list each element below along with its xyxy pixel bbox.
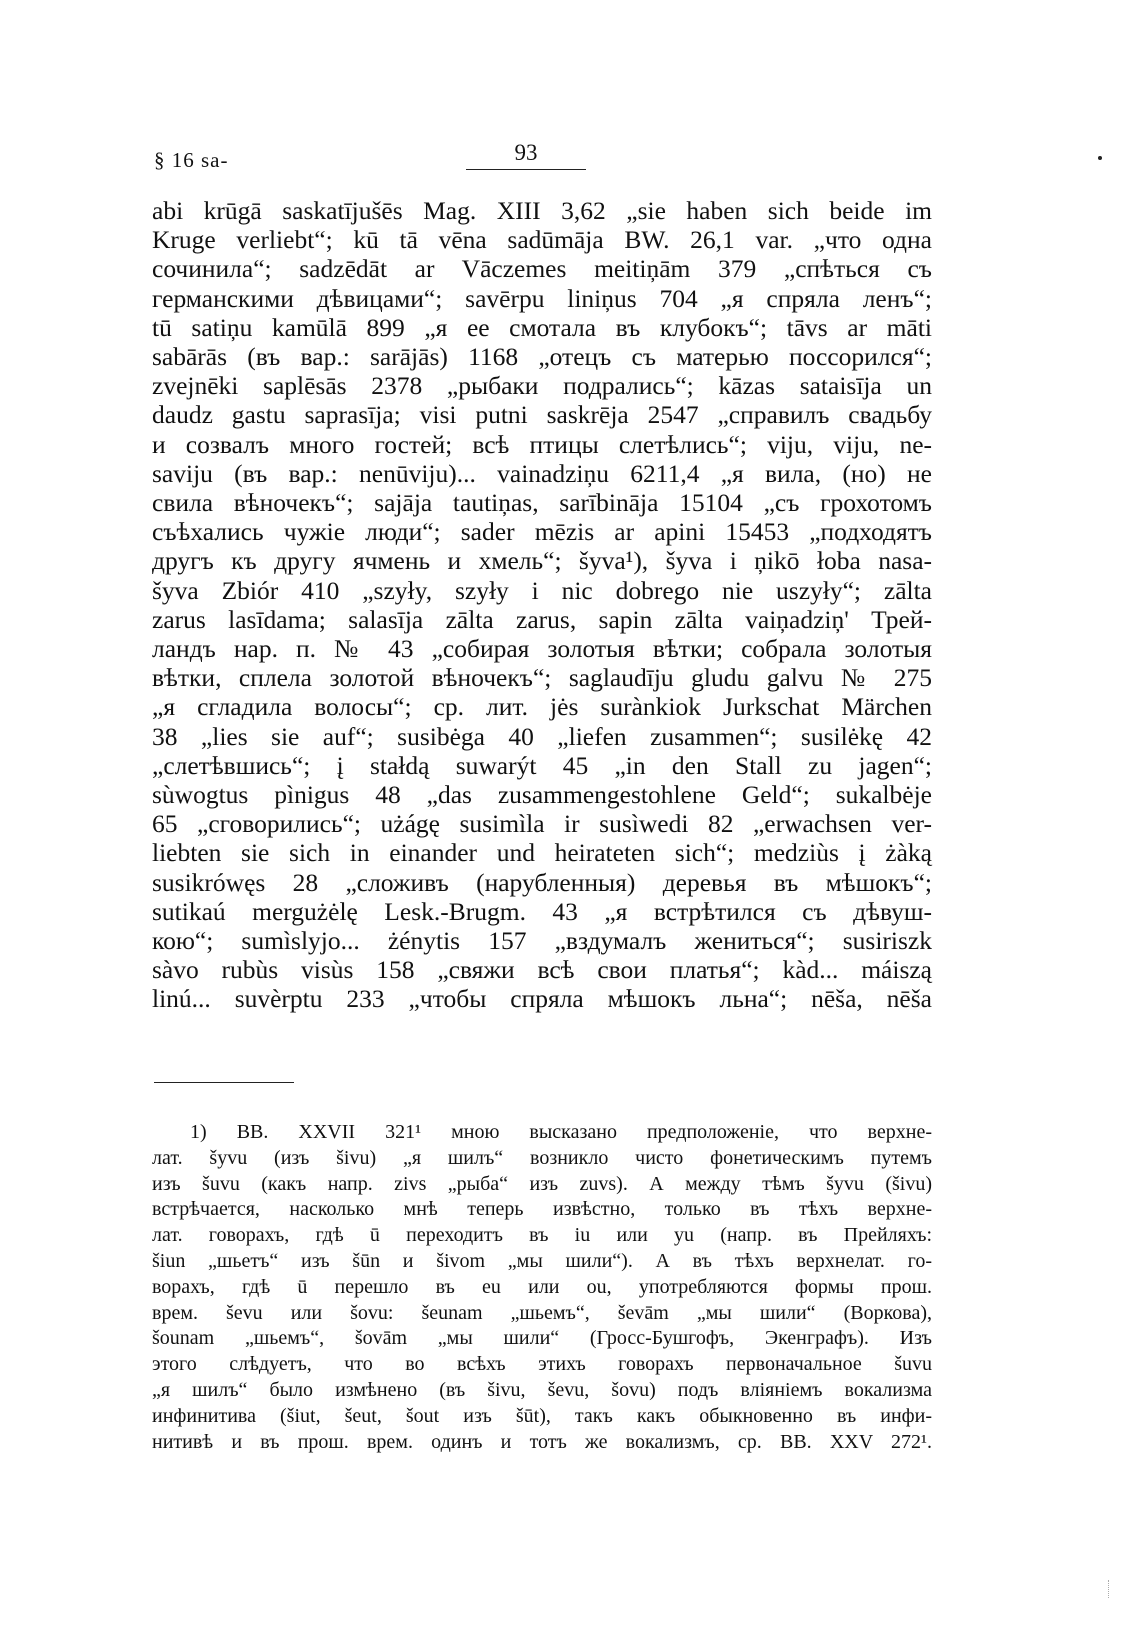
- footnote-line: инфинитива (šiut, šeut, šout изъ šūt), такъ какъ обыкновенно въ инфи-: [152, 1404, 932, 1427]
- text-line: sàvo rubùs visùs 158 „свяжи всѣ свои платья“; kàd... máiszą: [152, 955, 932, 985]
- text-line: linú... suvèrptu 233 „чтобы спряла мѣшокъ льна“; nēša, nēša: [152, 984, 932, 1014]
- section-label: § 16 sa-: [154, 148, 229, 172]
- text-line: „слетѣвшись“; į stałdą suwarýt 45 „in den Stall zu jagen“;: [152, 750, 932, 780]
- text-line: daudz gastu saprasīja; visi putni saskrēja 2547 „справилъ свадьбу: [152, 400, 932, 430]
- text-line: 65 „сговорились“; użágę susimìla ir susìwedi 82 „erwachsen ver-: [152, 809, 932, 839]
- text-line: zvejnēki saplēsās 2378 „рыбаки подрались“; kāzas sataisīja un: [152, 371, 932, 401]
- running-header: [154, 140, 914, 180]
- text-line: sutikaú mergużėlę Lesk.-Brugm. 43 „я встрѣтился съ дѣвуш-: [152, 896, 932, 926]
- footnote-line: лат. говорахъ, гдѣ ū переходитъ въ iu или yu (напр. въ Прейляхъ:: [152, 1224, 932, 1247]
- footnote-line: šiun „шьетъ“ изъ šūn и šivom „мы шили“). А въ тѣхъ верхнелат. го-: [152, 1249, 932, 1272]
- footnote-line: šounam „шьемъ“, šovām „мы шили“ (Гросс-Бушгофъ, Экенграфъ). Изъ: [152, 1327, 932, 1350]
- footnote-line: встрѣчается, насколько мнѣ теперь извѣстно, только въ тѣхъ верхне-: [152, 1198, 932, 1221]
- footnote-line: „я шилъ“ было измѣнено (въ šivu, ševu, šovu) подъ вліяніемъ вокализма: [152, 1378, 932, 1401]
- text-line: свила вѣночекъ“; sajāja tautiņas, sarībināja 15104 „съ грохотомъ: [152, 488, 932, 518]
- footnote-line: 1) BB. XXVII 321¹ мною высказано предположеніе, что верхне-: [190, 1121, 932, 1143]
- text-line: германскими дѣвицами“; savērpu liniņus 704 „я спряла ленъ“;: [152, 283, 932, 313]
- text-line: и созвалъ много гостей; всѣ птицы слетѣлись“; viju, viju, ne-: [152, 429, 932, 459]
- text-line: saviju (въ вар.: nenūviju)... vainadziņu 6211,4 „я вила, (но) не: [152, 458, 932, 488]
- text-line: сочинила“; sadzēdāt ar Vāczemes meitiņām 379 „спѣться съ: [152, 254, 932, 284]
- footnote-line: врем. ševu или šovu: šeunam „шьемъ“, ševām „мы шили“ (Воркова),: [152, 1301, 932, 1324]
- footnote-line: изъ šuvu (какъ напр. zivs „рыба“ изъ zuvs). А между тѣмъ šyvu (šivu): [152, 1172, 932, 1195]
- stray-mark: [1098, 156, 1102, 160]
- text-line: abi krūgā saskatījušēs Mag. XIII 3,62 „sie haben sich beide im: [152, 196, 932, 225]
- footnote-line: этого слѣдуетъ, что во всѣхъ этихъ говорахъ первоначальное šuvu: [152, 1353, 932, 1376]
- text-line: Kruge verliebt“; kū tā vēna sadūmāja BW. 26,1 var. „что одна: [152, 225, 932, 255]
- main-text: [152, 196, 932, 1014]
- footnote-line: нитивѣ и въ прош. врем. одинъ и тотъ же вокализмъ, ср. BB. XXV 272¹.: [152, 1430, 932, 1453]
- text-line: ландъ нар. п. № 43 „собирая золотыя вѣтки; собрала золотыя: [152, 634, 932, 664]
- text-line: zarus lasīdama; salasīja zālta zarus, sapin zālta vaiņadziņ' Трей-: [152, 604, 932, 634]
- footnote-line: лат. šyvu (изъ šivu) „я шилъ“ возникло чисто фонетическимъ путемъ: [152, 1146, 932, 1169]
- text-line: sabārās (въ вар.: sarājās) 1168 „отецъ съ матерью поссорился“;: [152, 342, 932, 372]
- text-line: другъ къ другу ячмень и хмель“; šyva¹), šyva i ņikō łoba nasa-: [152, 546, 932, 576]
- text-line: susikrówęs 28 „сложивъ (нарубленныя) деревья въ мѣшокъ“;: [152, 867, 932, 897]
- footnote-line: ворахъ, гдѣ ū перешло въ eu или ou, употребляются формы прош.: [152, 1275, 932, 1298]
- text-line: liebten sie sich in einander und heirateten sich“; medziùs į żàką: [152, 838, 932, 868]
- text-line: sùwogtus pìnigus 48 „das zusammengestohlene Geld“; sukalbėje: [152, 780, 932, 810]
- footnote-separator: [154, 1082, 294, 1083]
- text-line: „я сгладила волосы“; ср. лит. jės surànkiok Jurkschat Märchen: [152, 692, 932, 722]
- scan-edge-mark: [1108, 1580, 1111, 1598]
- text-line: съѣхались чужіе люди“; sader mēzis ar apini 15453 „подходятъ: [152, 517, 932, 547]
- text-line: šyva Zbiór 410 „szyły, szyły i nic dobrego nie uszyły“; zālta: [152, 575, 932, 605]
- text-line: tū satiņu kamūlā 899 „я ее смотала въ клубокъ“; tāvs ar māti: [152, 312, 932, 342]
- footnote: [152, 1120, 932, 1455]
- page-number: 93: [466, 140, 586, 170]
- text-line: кою“; sumìslyjo... żénytis 157 „вздумалъ жениться“; susiriszk: [152, 926, 932, 956]
- text-line: 38 „lies sie auf“; susibėga 40 „liefen zusammen“; susilėkę 42: [152, 721, 932, 751]
- text-line: вѣтки, сплела золотой вѣночекъ“; saglaudīju gludu galvu № 275: [152, 663, 932, 693]
